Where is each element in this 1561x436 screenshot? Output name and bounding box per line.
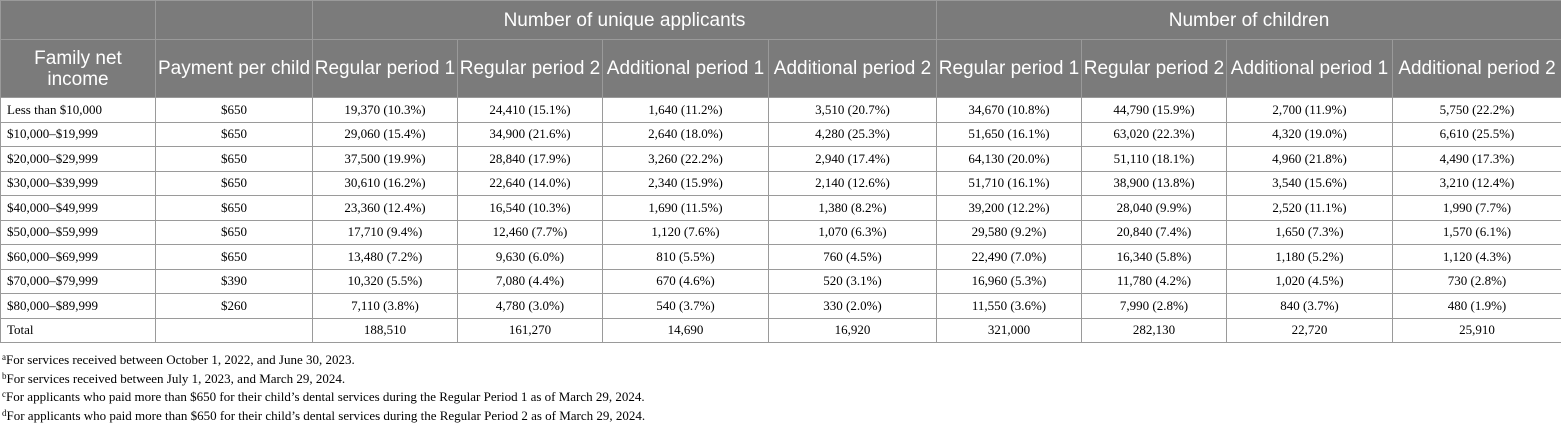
value-cell: 51,710 (16.1%): [937, 171, 1082, 196]
value-cell: 64,130 (20.0%): [937, 147, 1082, 172]
total-row: [1, 318, 1561, 343]
value-cell: 1,070 (6.3%): [769, 220, 937, 245]
value-cell: 34,900 (21.6%): [458, 122, 603, 147]
value-cell: 2,140 (12.6%): [769, 171, 937, 196]
value-cell: 730 (2.8%): [1393, 269, 1561, 294]
footnote-text: For services received between July 1, 2023, and March 29, 2024.: [6, 370, 346, 386]
footnote: [2, 370, 1561, 389]
value-cell: 760 (4.5%): [769, 245, 937, 270]
total-cell: 321,000: [937, 318, 1082, 343]
value-cell: 29,580 (9.2%): [937, 220, 1082, 245]
footnote-mark: d: [2, 407, 7, 418]
table-row: [1, 269, 1561, 294]
income-cell: $80,000–$89,999: [1, 294, 156, 319]
header-blank-payment: [156, 1, 313, 40]
table-row: [1, 171, 1561, 196]
value-cell: 37,500 (19.9%): [313, 147, 458, 172]
payment-cell: $650: [156, 171, 313, 196]
income-cell: Total: [1, 318, 156, 343]
value-cell: 7,080 (4.4%): [458, 269, 603, 294]
value-cell: 1,120 (7.6%): [603, 220, 769, 245]
income-cell: $60,000–$69,999: [1, 245, 156, 270]
value-cell: 2,700 (11.9%): [1227, 98, 1393, 123]
value-cell: 51,110 (18.1%): [1082, 147, 1227, 172]
payment-cell: [156, 318, 313, 343]
value-cell: 520 (3.1%): [769, 269, 937, 294]
value-cell: 38,900 (13.8%): [1082, 171, 1227, 196]
value-cell: 7,990 (2.8%): [1082, 294, 1227, 319]
footnote-text: For services received between October 1, 2022, and June 30, 2023.: [6, 352, 355, 367]
income-cell: $70,000–$79,999: [1, 269, 156, 294]
table-row: [1, 122, 1561, 147]
value-cell: 7,110 (3.8%): [313, 294, 458, 319]
value-cell: 1,650 (7.3%): [1227, 220, 1393, 245]
value-cell: 16,540 (10.3%): [458, 196, 603, 221]
value-cell: 12,460 (7.7%): [458, 220, 603, 245]
col-header-children-additional-2: Additional period 2: [1393, 40, 1561, 98]
total-cell: 282,130: [1082, 318, 1227, 343]
payment-cell: $650: [156, 122, 313, 147]
value-cell: 10,320 (5.5%): [313, 269, 458, 294]
value-cell: 29,060 (15.4%): [313, 122, 458, 147]
value-cell: 840 (3.7%): [1227, 294, 1393, 319]
value-cell: 23,360 (12.4%): [313, 196, 458, 221]
payment-cell: $650: [156, 98, 313, 123]
value-cell: 670 (4.6%): [603, 269, 769, 294]
value-cell: 480 (1.9%): [1393, 294, 1561, 319]
value-cell: 3,210 (12.4%): [1393, 171, 1561, 196]
value-cell: 30,610 (16.2%): [313, 171, 458, 196]
value-cell: 16,960 (5.3%): [937, 269, 1082, 294]
value-cell: 13,480 (7.2%): [313, 245, 458, 270]
table-row: [1, 294, 1561, 319]
value-cell: 1,690 (11.5%): [603, 196, 769, 221]
value-cell: 19,370 (10.3%): [313, 98, 458, 123]
value-cell: 2,520 (11.1%): [1227, 196, 1393, 221]
footnote-text: For applicants who paid more than $650 for their child’s dental services during the Regular Period 2 as of March 29, 2024.: [6, 407, 646, 423]
total-cell: 22,720: [1227, 318, 1393, 343]
col-header-applicants-regular-2: Regular period 2: [458, 40, 603, 98]
value-cell: 6,610 (25.5%): [1393, 122, 1561, 147]
income-cell: $30,000–$39,999: [1, 171, 156, 196]
value-cell: 4,780 (3.0%): [458, 294, 603, 319]
group-header-applicants: Number of unique applicants: [313, 1, 937, 40]
footnote-mark: b: [2, 370, 7, 381]
value-cell: 2,340 (15.9%): [603, 171, 769, 196]
payment-cell: $650: [156, 196, 313, 221]
value-cell: 4,960 (21.8%): [1227, 147, 1393, 172]
total-cell: 25,910: [1393, 318, 1561, 343]
footnote-mark: a: [2, 352, 6, 362]
value-cell: 1,380 (8.2%): [769, 196, 937, 221]
income-cell: Less than $10,000: [1, 98, 156, 123]
income-cell: $40,000–$49,999: [1, 196, 156, 221]
value-cell: 3,260 (22.2%): [603, 147, 769, 172]
payment-cell: $650: [156, 245, 313, 270]
value-cell: 20,840 (7.4%): [1082, 220, 1227, 245]
value-cell: 2,640 (18.0%): [603, 122, 769, 147]
value-cell: 330 (2.0%): [769, 294, 937, 319]
value-cell: 11,550 (3.6%): [937, 294, 1082, 319]
value-cell: 22,490 (7.0%): [937, 245, 1082, 270]
col-header-applicants-additional-2: Additional period 2: [769, 40, 937, 98]
footnote: [2, 351, 1561, 370]
table-row: [1, 196, 1561, 221]
value-cell: 22,640 (14.0%): [458, 171, 603, 196]
value-cell: 9,630 (6.0%): [458, 245, 603, 270]
col-header-applicants-additional-1: Additional period 1: [603, 40, 769, 98]
col-header-income: Family net income: [1, 40, 156, 98]
footnotes: [0, 343, 1561, 425]
total-cell: 161,270: [458, 318, 603, 343]
footnote-text: For applicants who paid more than $650 for their child’s dental services during the Regular Period 1 as of March 29, 2024.: [6, 389, 645, 404]
value-cell: 44,790 (15.9%): [1082, 98, 1227, 123]
value-cell: 63,020 (22.3%): [1082, 122, 1227, 147]
income-cell: $10,000–$19,999: [1, 122, 156, 147]
col-header-payment: Payment per child: [156, 40, 313, 98]
value-cell: 4,320 (19.0%): [1227, 122, 1393, 147]
table-row: [1, 245, 1561, 270]
payment-cell: $390: [156, 269, 313, 294]
header-blank-income: [1, 1, 156, 40]
value-cell: 24,410 (15.1%): [458, 98, 603, 123]
value-cell: 17,710 (9.4%): [313, 220, 458, 245]
value-cell: 11,780 (4.2%): [1082, 269, 1227, 294]
footnote: [2, 388, 1561, 407]
value-cell: 1,120 (4.3%): [1393, 245, 1561, 270]
value-cell: 3,540 (15.6%): [1227, 171, 1393, 196]
col-header-children-regular-2: Regular period 2: [1082, 40, 1227, 98]
col-header-applicants-regular-1: Regular period 1: [313, 40, 458, 98]
table-row: [1, 220, 1561, 245]
total-cell: 16,920: [769, 318, 937, 343]
value-cell: 1,180 (5.2%): [1227, 245, 1393, 270]
value-cell: 540 (3.7%): [603, 294, 769, 319]
payment-cell: $260: [156, 294, 313, 319]
value-cell: 2,940 (17.4%): [769, 147, 937, 172]
total-cell: 14,690: [603, 318, 769, 343]
income-cell: $50,000–$59,999: [1, 220, 156, 245]
value-cell: 28,040 (9.9%): [1082, 196, 1227, 221]
footnote-mark: c: [2, 389, 6, 399]
table-row: [1, 98, 1561, 123]
footnote: [2, 407, 1561, 426]
col-header-children-additional-1: Additional period 1: [1227, 40, 1393, 98]
value-cell: 1,990 (7.7%): [1393, 196, 1561, 221]
value-cell: 810 (5.5%): [603, 245, 769, 270]
value-cell: 1,640 (11.2%): [603, 98, 769, 123]
value-cell: 4,490 (17.3%): [1393, 147, 1561, 172]
value-cell: 4,280 (25.3%): [769, 122, 937, 147]
income-cell: $20,000–$29,999: [1, 147, 156, 172]
value-cell: 51,650 (16.1%): [937, 122, 1082, 147]
value-cell: 34,670 (10.8%): [937, 98, 1082, 123]
value-cell: 5,750 (22.2%): [1393, 98, 1561, 123]
total-cell: 188,510: [313, 318, 458, 343]
value-cell: 1,570 (6.1%): [1393, 220, 1561, 245]
value-cell: 1,020 (4.5%): [1227, 269, 1393, 294]
value-cell: 16,340 (5.8%): [1082, 245, 1227, 270]
col-header-children-regular-1: Regular period 1: [937, 40, 1082, 98]
payment-cell: $650: [156, 147, 313, 172]
value-cell: 28,840 (17.9%): [458, 147, 603, 172]
value-cell: 3,510 (20.7%): [769, 98, 937, 123]
payment-cell: $650: [156, 220, 313, 245]
table-row: [1, 147, 1561, 172]
group-header-children: Number of children: [937, 1, 1561, 40]
value-cell: 39,200 (12.2%): [937, 196, 1082, 221]
